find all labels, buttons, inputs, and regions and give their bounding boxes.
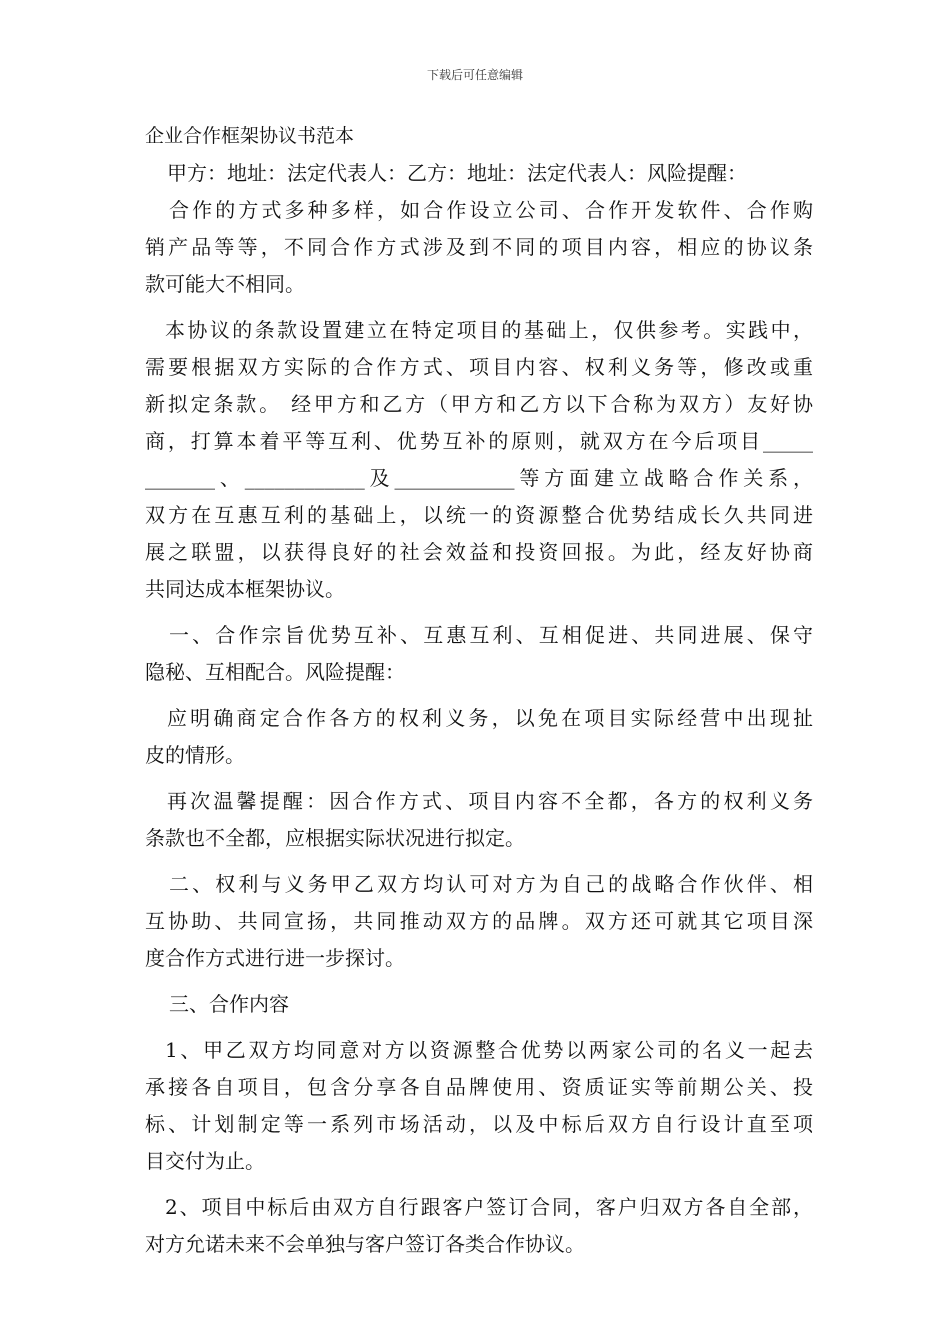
text-line: 商，打算本着平等互利、优势互补的原则，就双方在今后项目_____: [145, 429, 813, 453]
page-header: 下载后可任意编辑: [426, 68, 523, 82]
paragraph-lines: [145, 155, 813, 1263]
paragraph-gap: [145, 774, 813, 783]
text-line: 展之联盟，以获得良好的社会效益和投资回报。为此，经友好协商: [145, 540, 813, 564]
text-line: 承接各自项目，包含分享各自品牌使用、资质证实等前期公关、投: [145, 1075, 813, 1099]
text-line: 共同达成本框架协议。: [145, 577, 345, 601]
text-line: _______、____________及____________等方面建立战略合作关系，: [145, 466, 813, 490]
text-line: 一、合作宗旨优势互补、互惠互利、互相促进、共同进展、保守: [169, 623, 813, 647]
document-body: [145, 118, 813, 1263]
paragraph-gap: [145, 1023, 813, 1032]
text-line: 需要根据双方实际的合作方式、项目内容、权利义务等，修改或重: [145, 355, 813, 379]
text-line: 2、项目中标后由双方自行跟客户签订合同，客户归双方各自全部，: [165, 1195, 813, 1219]
paragraph-gap: [145, 977, 813, 986]
paragraph-gap: [145, 303, 813, 312]
text-line: 合作的方式多种多样，如合作设立公司、合作开发软件、合作购: [169, 198, 813, 222]
text-line: 皮的情形。: [145, 743, 245, 767]
paragraph-gap: [145, 1180, 813, 1189]
document-title: 企业合作框架协议书范本: [145, 125, 355, 147]
text-line: 新拟定条款。 经甲方和乙方（甲方和乙方以下合称为双方）友好协: [145, 392, 813, 416]
text-line: 对方允诺未来不会单独与客户签订各类合作协议。: [145, 1232, 585, 1256]
text-line: 目交付为止。: [145, 1149, 265, 1173]
paragraph-gap: [145, 857, 813, 866]
text-line: 互协助、共同宣扬，共同推动双方的品牌。双方还可就其它项目深: [145, 909, 813, 933]
paragraph-gap: [145, 608, 813, 617]
text-line: 度合作方式进行进一步探讨。: [145, 946, 405, 970]
text-line: 应明确商定合作各方的权利义务，以免在项目实际经营中出现扯: [167, 706, 813, 730]
text-line: 本协议的条款设置建立在特定项目的基础上，仅供参考。实践中，: [165, 318, 813, 342]
text-line: 双方在互惠互利的基础上，以统一的资源整合优势结成长久共同进: [145, 503, 813, 527]
text-line: 再次温馨提醒：因合作方式、项目内容不全都，各方的权利义务: [167, 789, 813, 813]
text-line: 三、合作内容: [169, 992, 289, 1016]
text-line: 销产品等等，不同合作方式涉及到不同的项目内容，相应的协议条: [145, 235, 813, 259]
text-line: 隐秘、互相配合。风险提醒：: [145, 660, 405, 684]
text-line: 1、甲乙双方均同意对方以资源整合优势以两家公司的名义一起去: [165, 1038, 813, 1062]
paragraph-gap: [145, 691, 813, 700]
text-line: 二、权利与义务甲乙双方均认可对方为自己的战略合作伙伴、相: [169, 872, 813, 896]
text-line: 标、计划制定等一系列市场活动，以及中标后双方自行设计直至项: [145, 1112, 813, 1136]
text-line: 款可能大不相同。: [145, 272, 305, 296]
text-line: 甲方：地址：法定代表人：乙方：地址：法定代表人：风险提醒：: [167, 161, 747, 185]
text-line: 条款也不全都，应根据实际状况进行拟定。: [145, 826, 525, 850]
